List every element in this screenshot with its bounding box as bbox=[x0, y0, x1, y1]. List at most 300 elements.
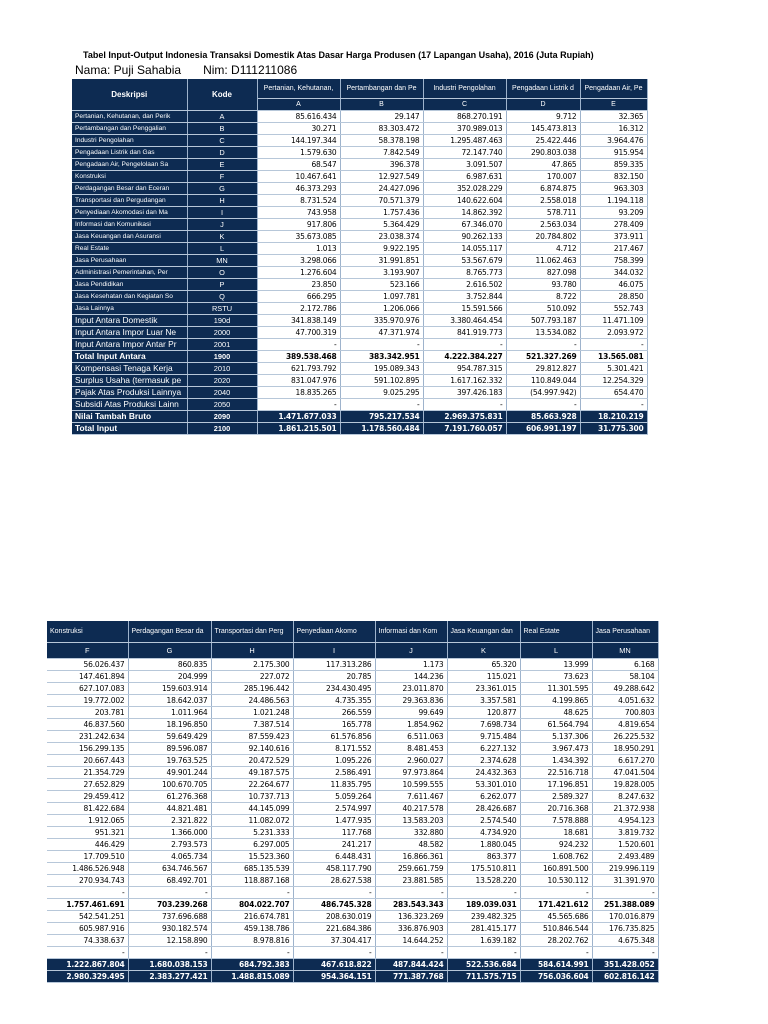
row-code: D bbox=[187, 146, 257, 158]
value-cell: 1.757.461.691 bbox=[47, 898, 128, 910]
value-cell: 61.576.856 bbox=[293, 730, 375, 742]
value-cell: 1.206.066 bbox=[340, 302, 423, 314]
value-cell: 868.270.191 bbox=[423, 110, 506, 122]
row-label: Industri Pengolahan bbox=[72, 134, 187, 146]
value-cell: 4.734.920 bbox=[447, 826, 520, 838]
column-code: G bbox=[128, 642, 211, 658]
value-cell: 6.511.063 bbox=[375, 730, 447, 742]
row-code: 2001 bbox=[187, 338, 257, 350]
value-cell: 666.295 bbox=[257, 290, 340, 302]
table-row bbox=[47, 658, 658, 670]
value-cell: 45.565.686 bbox=[520, 910, 592, 922]
value-cell: 68.547 bbox=[257, 158, 340, 170]
table-row bbox=[47, 874, 658, 886]
value-cell: 627.107.083 bbox=[47, 682, 128, 694]
table-row bbox=[47, 826, 658, 838]
value-cell: 31.391.970 bbox=[592, 874, 658, 886]
value-cell: - bbox=[340, 338, 423, 350]
value-cell: 117.313.286 bbox=[293, 658, 375, 670]
row-label: Pengadaan Air, Pengelolaan Sa bbox=[72, 158, 187, 170]
value-cell: 5.231.333 bbox=[211, 826, 293, 838]
value-cell: 27.652.829 bbox=[47, 778, 128, 790]
value-cell: 40.217.578 bbox=[375, 802, 447, 814]
row-label: Pajak Atas Produksi Lainnya bbox=[72, 386, 187, 398]
row-code: 2100 bbox=[187, 422, 257, 434]
value-cell: 241.217 bbox=[293, 838, 375, 850]
value-cell: 18.681 bbox=[520, 826, 592, 838]
value-cell: 930.182.574 bbox=[128, 922, 211, 934]
value-cell: 8.722 bbox=[506, 290, 580, 302]
value-cell: 26.225.532 bbox=[592, 730, 658, 742]
value-cell: 4.712 bbox=[506, 242, 580, 254]
value-cell: 28.850 bbox=[580, 290, 647, 302]
table-row bbox=[72, 122, 647, 134]
value-cell: 335.970.976 bbox=[340, 314, 423, 326]
value-cell: 13.534.082 bbox=[506, 326, 580, 338]
value-cell: 341.838.149 bbox=[257, 314, 340, 326]
value-cell: 1.579.630 bbox=[257, 146, 340, 158]
value-cell: 2.969.375.831 bbox=[423, 410, 506, 422]
value-cell: 917.806 bbox=[257, 218, 340, 230]
row-code: C bbox=[187, 134, 257, 146]
value-cell: 20.472.529 bbox=[211, 754, 293, 766]
value-cell: 951.321 bbox=[47, 826, 128, 838]
value-cell: 29.459.412 bbox=[47, 790, 128, 802]
value-cell: 85.616.434 bbox=[257, 110, 340, 122]
column-header: Transportasi dan Perg bbox=[211, 621, 293, 642]
value-cell: 1.617.162.332 bbox=[423, 374, 506, 386]
summary-row bbox=[72, 326, 647, 338]
table-row bbox=[47, 838, 658, 850]
value-cell: 654.470 bbox=[580, 386, 647, 398]
value-cell: - bbox=[340, 398, 423, 410]
value-cell: - bbox=[47, 886, 128, 898]
value-cell: 4.819.654 bbox=[592, 718, 658, 730]
value-cell: 1.095.226 bbox=[293, 754, 375, 766]
column-header: Industri Pengolahan bbox=[423, 79, 506, 98]
value-cell: 954.787.315 bbox=[423, 362, 506, 374]
value-cell: 24.486.563 bbox=[211, 694, 293, 706]
table-row bbox=[72, 278, 647, 290]
table-row bbox=[47, 886, 658, 898]
row-label: Surplus Usaha (termasuk pe bbox=[72, 374, 187, 386]
value-cell: 924.232 bbox=[520, 838, 592, 850]
value-cell: 231.242.634 bbox=[47, 730, 128, 742]
value-cell: 20.716.368 bbox=[520, 802, 592, 814]
value-cell: 217.467 bbox=[580, 242, 647, 254]
value-cell: 2.586.491 bbox=[293, 766, 375, 778]
value-cell: 24.432.363 bbox=[447, 766, 520, 778]
value-cell: 93.780 bbox=[506, 278, 580, 290]
table-row bbox=[47, 898, 658, 910]
value-cell: 621.793.792 bbox=[257, 362, 340, 374]
value-cell: 171.421.612 bbox=[520, 898, 592, 910]
value-cell: 467.618.822 bbox=[293, 958, 375, 970]
table-row bbox=[72, 158, 647, 170]
value-cell: 510.846.544 bbox=[520, 922, 592, 934]
table-row bbox=[72, 110, 647, 122]
value-cell: 743.958 bbox=[257, 206, 340, 218]
row-label: Jasa Kesehatan dan Kegiatan So bbox=[72, 290, 187, 302]
value-cell: 2.374.628 bbox=[447, 754, 520, 766]
value-cell: 2.574.997 bbox=[293, 802, 375, 814]
value-cell: 239.482.325 bbox=[447, 910, 520, 922]
value-cell: 1.276.604 bbox=[257, 266, 340, 278]
value-cell: 578.711 bbox=[506, 206, 580, 218]
value-cell: 1.912.065 bbox=[47, 814, 128, 826]
header-row bbox=[47, 621, 658, 642]
row-label: Penyediaan Akomodasi dan Ma bbox=[72, 206, 187, 218]
table-row bbox=[47, 694, 658, 706]
row-code: L bbox=[187, 242, 257, 254]
row-code: O bbox=[187, 266, 257, 278]
row-code: 2050 bbox=[187, 398, 257, 410]
value-cell: 827.098 bbox=[506, 266, 580, 278]
value-cell: 118.887.168 bbox=[211, 874, 293, 886]
value-cell: 48.625 bbox=[520, 706, 592, 718]
value-cell: 72.147.740 bbox=[423, 146, 506, 158]
column-code: K bbox=[447, 642, 520, 658]
row-label: Subsidi Atas Produksi Lainn bbox=[72, 398, 187, 410]
value-cell: 344.032 bbox=[580, 266, 647, 278]
row-code: B bbox=[187, 122, 257, 134]
value-cell: 389.538.468 bbox=[257, 350, 340, 362]
value-cell: 44.145.099 bbox=[211, 802, 293, 814]
value-cell: 16.312 bbox=[580, 122, 647, 134]
value-cell: 17.196.851 bbox=[520, 778, 592, 790]
value-cell: 1.861.215.501 bbox=[257, 422, 340, 434]
value-cell: 9.922.195 bbox=[340, 242, 423, 254]
value-cell: 4.675.348 bbox=[592, 934, 658, 946]
value-cell: 47.700.319 bbox=[257, 326, 340, 338]
row-label: Perdagangan Besar dan Eceran bbox=[72, 182, 187, 194]
table-row bbox=[47, 862, 658, 874]
value-cell: 234.430.495 bbox=[293, 682, 375, 694]
table-row bbox=[47, 970, 658, 982]
value-cell: 266.559 bbox=[293, 706, 375, 718]
row-code: F bbox=[187, 170, 257, 182]
value-cell: 11.301.595 bbox=[520, 682, 592, 694]
value-cell: 507.793.187 bbox=[506, 314, 580, 326]
value-cell: - bbox=[423, 338, 506, 350]
value-cell: 4.735.355 bbox=[293, 694, 375, 706]
value-cell: 1.021.248 bbox=[211, 706, 293, 718]
value-cell: 28.426.687 bbox=[447, 802, 520, 814]
value-cell: 49.901.244 bbox=[128, 766, 211, 778]
value-cell: 841.919.773 bbox=[423, 326, 506, 338]
value-cell: 7.611.467 bbox=[375, 790, 447, 802]
value-cell: 487.844.424 bbox=[375, 958, 447, 970]
value-cell: 47.371.974 bbox=[340, 326, 423, 338]
row-code: K bbox=[187, 230, 257, 242]
value-cell: 3.752.844 bbox=[423, 290, 506, 302]
table-row bbox=[72, 194, 647, 206]
row-code: RSTU bbox=[187, 302, 257, 314]
value-cell: 144.197.344 bbox=[257, 134, 340, 146]
value-cell: 6.168 bbox=[592, 658, 658, 670]
row-code: 2090 bbox=[187, 410, 257, 422]
value-cell: 19.828.005 bbox=[592, 778, 658, 790]
value-cell: 189.039.031 bbox=[447, 898, 520, 910]
value-cell: 83.303.472 bbox=[340, 122, 423, 134]
table-row bbox=[72, 242, 647, 254]
value-cell: 756.036.604 bbox=[520, 970, 592, 982]
value-cell: 522.536.684 bbox=[447, 958, 520, 970]
row-label: Total Input Antara bbox=[72, 350, 187, 362]
value-cell: 370.989.013 bbox=[423, 122, 506, 134]
row-label: Jasa Keuangan dan Asuransi bbox=[72, 230, 187, 242]
row-code: 2040 bbox=[187, 386, 257, 398]
value-cell: 954.364.151 bbox=[293, 970, 375, 982]
column-code: J bbox=[375, 642, 447, 658]
value-cell: 140.622.604 bbox=[423, 194, 506, 206]
value-cell: 584.614.991 bbox=[520, 958, 592, 970]
row-code: 2020 bbox=[187, 374, 257, 386]
column-header: Penyediaan Akomo bbox=[293, 621, 375, 642]
value-cell: 2.172.786 bbox=[257, 302, 340, 314]
value-cell: 5.137.306 bbox=[520, 730, 592, 742]
table-row bbox=[72, 170, 647, 182]
value-cell: 49.187.575 bbox=[211, 766, 293, 778]
column-code: I bbox=[293, 642, 375, 658]
value-cell: 3.298.066 bbox=[257, 254, 340, 266]
value-cell: 47.865 bbox=[506, 158, 580, 170]
table-row bbox=[72, 230, 647, 242]
value-cell: 6.227.132 bbox=[447, 742, 520, 754]
author-name: Nama: Puji Sahabia bbox=[75, 63, 182, 77]
value-cell: 159.603.914 bbox=[128, 682, 211, 694]
value-cell: 5.059.264 bbox=[293, 790, 375, 802]
value-cell: 3.193.907 bbox=[340, 266, 423, 278]
value-cell: - bbox=[257, 398, 340, 410]
value-cell: 1.013 bbox=[257, 242, 340, 254]
value-cell: 18.835.265 bbox=[257, 386, 340, 398]
row-label: Input Antara Impor Antar Pr bbox=[72, 338, 187, 350]
value-cell: - bbox=[506, 338, 580, 350]
value-cell: 46.075 bbox=[580, 278, 647, 290]
value-cell: 67.346.070 bbox=[423, 218, 506, 230]
value-cell: 2.175.300 bbox=[211, 658, 293, 670]
value-cell: - bbox=[520, 886, 592, 898]
value-cell: - bbox=[580, 398, 647, 410]
value-cell: 29.147 bbox=[340, 110, 423, 122]
row-code: 1900 bbox=[187, 350, 257, 362]
value-cell: 221.684.386 bbox=[293, 922, 375, 934]
table-row bbox=[47, 718, 658, 730]
row-label: Real Estate bbox=[72, 242, 187, 254]
row-label: Kompensasi Tenaga Kerja bbox=[72, 362, 187, 374]
table-row bbox=[47, 730, 658, 742]
value-cell: 15.591.566 bbox=[423, 302, 506, 314]
value-cell: 915.954 bbox=[580, 146, 647, 158]
column-code: A bbox=[257, 98, 340, 110]
value-cell: 68.492.701 bbox=[128, 874, 211, 886]
value-cell: 61.564.794 bbox=[520, 718, 592, 730]
table-row bbox=[72, 206, 647, 218]
value-cell: - bbox=[128, 946, 211, 958]
value-cell: 396.378 bbox=[340, 158, 423, 170]
column-header: Jasa Keuangan dan bbox=[447, 621, 520, 642]
table-row bbox=[47, 910, 658, 922]
value-cell: 74.338.637 bbox=[47, 934, 128, 946]
value-cell: 7.842.549 bbox=[340, 146, 423, 158]
value-cell: 165.778 bbox=[293, 718, 375, 730]
value-cell: 397.426.183 bbox=[423, 386, 506, 398]
value-cell: 9.715.484 bbox=[447, 730, 520, 742]
value-cell: 204.999 bbox=[128, 670, 211, 682]
value-cell: (54.997.942) bbox=[506, 386, 580, 398]
column-header: Real Estate bbox=[520, 621, 592, 642]
row-label: Pengadaan Listrik dan Gas bbox=[72, 146, 187, 158]
value-cell: 2.574.540 bbox=[447, 814, 520, 826]
value-cell: 18.196.850 bbox=[128, 718, 211, 730]
value-cell: 10.530.112 bbox=[520, 874, 592, 886]
value-cell: 711.575.715 bbox=[447, 970, 520, 982]
value-cell: 31.991.851 bbox=[340, 254, 423, 266]
value-cell: 25.422.446 bbox=[506, 134, 580, 146]
value-cell: 90.262.133 bbox=[423, 230, 506, 242]
row-code: 2010 bbox=[187, 362, 257, 374]
value-cell: 99.649 bbox=[375, 706, 447, 718]
value-cell: 49.288.642 bbox=[592, 682, 658, 694]
summary-row bbox=[72, 374, 647, 386]
column-code: E bbox=[580, 98, 647, 110]
value-cell: 17.709.510 bbox=[47, 850, 128, 862]
value-cell: 11.082.072 bbox=[211, 814, 293, 826]
value-cell: 4.954.123 bbox=[592, 814, 658, 826]
value-cell: 2.093.972 bbox=[580, 326, 647, 338]
value-cell: 87.559.423 bbox=[211, 730, 293, 742]
header-kode: Kode bbox=[187, 79, 257, 110]
column-code: L bbox=[520, 642, 592, 658]
value-cell: 22.516.718 bbox=[520, 766, 592, 778]
value-cell: 1.880.045 bbox=[447, 838, 520, 850]
table-row bbox=[72, 302, 647, 314]
value-cell: 251.388.089 bbox=[592, 898, 658, 910]
value-cell: 2.793.573 bbox=[128, 838, 211, 850]
value-cell: 44.821.481 bbox=[128, 802, 211, 814]
row-label: Input Antara Impor Luar Ne bbox=[72, 326, 187, 338]
value-cell: 115.021 bbox=[447, 670, 520, 682]
summary-row bbox=[72, 314, 647, 326]
value-cell: 259.661.759 bbox=[375, 862, 447, 874]
row-label: Input Antara Domestik bbox=[72, 314, 187, 326]
value-cell: 11.835.795 bbox=[293, 778, 375, 790]
value-cell: 352.028.229 bbox=[423, 182, 506, 194]
value-cell: 29.363.836 bbox=[375, 694, 447, 706]
value-cell: 832.150 bbox=[580, 170, 647, 182]
value-cell: 684.792.383 bbox=[211, 958, 293, 970]
value-cell: 46.373.293 bbox=[257, 182, 340, 194]
value-cell: 5.301.421 bbox=[580, 362, 647, 374]
column-code: F bbox=[47, 642, 128, 658]
value-cell: 7.698.734 bbox=[447, 718, 520, 730]
value-cell: 110.849.044 bbox=[506, 374, 580, 386]
value-cell: 6.874.875 bbox=[506, 182, 580, 194]
row-code: H bbox=[187, 194, 257, 206]
value-cell: 21.354.729 bbox=[47, 766, 128, 778]
value-cell: 703.239.268 bbox=[128, 898, 211, 910]
value-cell: 605.987.916 bbox=[47, 922, 128, 934]
value-cell: 48.582 bbox=[375, 838, 447, 850]
value-cell: 136.323.269 bbox=[375, 910, 447, 922]
value-cell: 170.016.879 bbox=[592, 910, 658, 922]
value-cell: 606.991.197 bbox=[506, 422, 580, 434]
value-cell: 3.091.507 bbox=[423, 158, 506, 170]
value-cell: 3.819.732 bbox=[592, 826, 658, 838]
value-cell: 93.209 bbox=[580, 206, 647, 218]
value-cell: 20.667.443 bbox=[47, 754, 128, 766]
value-cell: 160.891.500 bbox=[520, 862, 592, 874]
value-cell: 13.528.220 bbox=[447, 874, 520, 886]
value-cell: 47.041.504 bbox=[592, 766, 658, 778]
value-cell: 1.757.436 bbox=[340, 206, 423, 218]
value-cell: 281.415.177 bbox=[447, 922, 520, 934]
value-cell: 8.171.552 bbox=[293, 742, 375, 754]
value-cell: 1.520.601 bbox=[592, 838, 658, 850]
value-cell: 20.784.802 bbox=[506, 230, 580, 242]
value-cell: 336.876.903 bbox=[375, 922, 447, 934]
table-row bbox=[47, 790, 658, 802]
column-header: Jasa Perusahaan bbox=[592, 621, 658, 642]
row-label: Jasa Pendidikan bbox=[72, 278, 187, 290]
value-cell: 2.980.329.495 bbox=[47, 970, 128, 982]
value-cell: 18.210.219 bbox=[580, 410, 647, 422]
value-cell: 58.104 bbox=[592, 670, 658, 682]
value-cell: 23.038.374 bbox=[340, 230, 423, 242]
value-cell: 12.927.549 bbox=[340, 170, 423, 182]
value-cell: 56.026.437 bbox=[47, 658, 128, 670]
value-cell: 19.772.002 bbox=[47, 694, 128, 706]
value-cell: 20.785 bbox=[293, 670, 375, 682]
value-cell: 1.222.867.804 bbox=[47, 958, 128, 970]
value-cell: 147.461.894 bbox=[47, 670, 128, 682]
value-cell: 3.357.581 bbox=[447, 694, 520, 706]
row-label: Administrasi Pemerintahan, Per bbox=[72, 266, 187, 278]
row-code: 2000 bbox=[187, 326, 257, 338]
value-cell: 602.816.142 bbox=[592, 970, 658, 982]
value-cell: 542.541.251 bbox=[47, 910, 128, 922]
value-cell: 28.627.538 bbox=[293, 874, 375, 886]
value-cell: 1.178.560.484 bbox=[340, 422, 423, 434]
value-cell: 270.934.743 bbox=[47, 874, 128, 886]
header-code-row bbox=[47, 642, 658, 658]
table-row bbox=[47, 946, 658, 958]
row-label: Total Input bbox=[72, 422, 187, 434]
value-cell: 700.803 bbox=[592, 706, 658, 718]
table-row bbox=[72, 182, 647, 194]
value-cell: 156.299.135 bbox=[47, 742, 128, 754]
value-cell: 1.366.000 bbox=[128, 826, 211, 838]
value-cell: 1.854.962 bbox=[375, 718, 447, 730]
value-cell: - bbox=[293, 946, 375, 958]
value-cell: 30.271 bbox=[257, 122, 340, 134]
value-cell: 3.967.473 bbox=[520, 742, 592, 754]
value-cell: 831.047.976 bbox=[257, 374, 340, 386]
table-row bbox=[72, 290, 647, 302]
io-table-part-1 bbox=[72, 79, 648, 435]
value-cell: 58.378.198 bbox=[340, 134, 423, 146]
value-cell: 53.567.679 bbox=[423, 254, 506, 266]
value-cell: 6.617.270 bbox=[592, 754, 658, 766]
table-row bbox=[47, 802, 658, 814]
table-row bbox=[72, 266, 647, 278]
summary-row bbox=[72, 410, 647, 422]
value-cell: - bbox=[506, 398, 580, 410]
value-cell: 120.877 bbox=[447, 706, 520, 718]
value-cell: 6.448.431 bbox=[293, 850, 375, 862]
value-cell: 1.608.762 bbox=[520, 850, 592, 862]
